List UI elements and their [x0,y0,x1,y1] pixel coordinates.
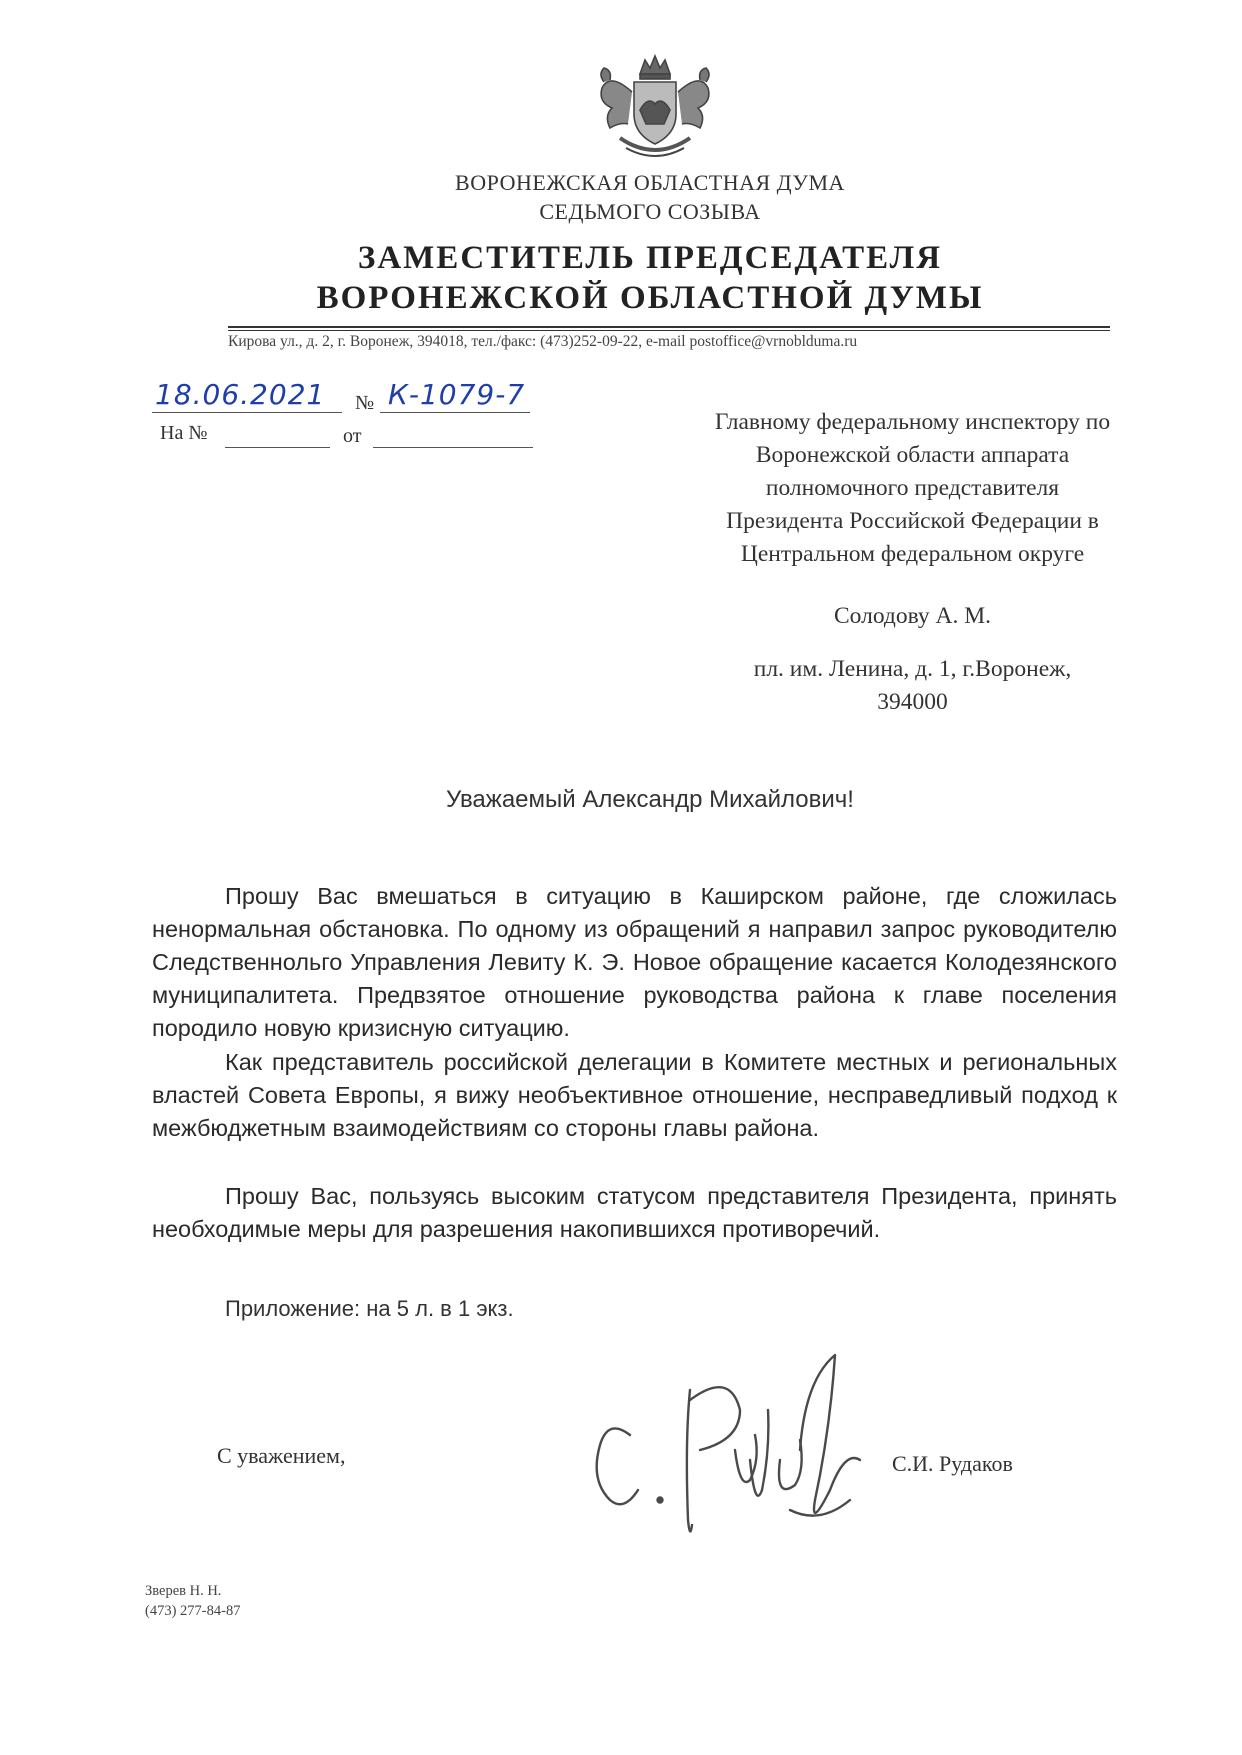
body-paragraph-1: Прошу Вас вмешаться в ситуацию в Каширском районе, где сложилась ненормальная обстановка. По одному из обращений я направил запрос руководителю Следственнольго Управления Левиту К. Э. Новое обращение касается Колодезянского муниципалитета. Предвзятое отношение руководства района к главе поселения породило новую кризисную ситуацию. [152,883,1117,1041]
attachment-note: Приложение: на 5 л. в 1 экз. [225,1296,514,1321]
contact-details: Кирова ул., д. 2, г. Воронеж, 394018, тел./факс: (473)252-09-22, e-mail postoffice@vrnoblduma.ru [228,333,858,350]
date-line [152,412,342,413]
addressee-address-line-1: пл. им. Ленина, д. 1, г.Воронеж, [753,656,1072,682]
handwritten-signature [590,1340,920,1550]
addressee-line: Главному федеральному инспектору по [714,409,1111,435]
registration-date: 18.06.2021 [155,378,326,411]
addressee-name: Солодову А. М. [833,603,992,629]
reference-from: от [343,425,362,447]
signer-name: С.И. Рудаков [892,1451,1013,1476]
title-line-2: ВОРОНЕЖСКОЙ ОБЛАСТНОЙ ДУМЫ [316,280,984,316]
title-line-1: ЗАМЕСТИТЕЛЬ ПРЕДСЕДАТЕЛЯ [357,240,943,276]
addressee-line: Воронежской области аппарата [755,442,1070,468]
reference-number-line [225,447,330,448]
addressee-line: Президента Российской Федерации в [726,508,1099,534]
closing: С уважением, [217,1443,346,1468]
number-line [380,412,530,413]
salutation: Уважаемый Александр Михайлович! [446,786,854,813]
registration-number: К-1079-7 [388,378,526,411]
number-sign: № [355,392,375,414]
addressee-line: Центральном федеральном округе [740,541,1085,567]
convocation: СЕДЬМОГО СОЗЫВА [539,199,761,224]
addressee-line: полномочного представителя [765,475,1060,501]
reference-date-line [373,447,533,448]
header-rule-thin [228,330,1110,331]
executor-name: Зверев Н. Н. [145,1583,222,1599]
coat-of-arms-icon [590,52,720,162]
reference-label: На № [160,422,208,444]
addressee-block [660,406,1165,571]
organization-name: ВОРОНЕЖСКАЯ ОБЛАСТНАЯ ДУМА [455,170,845,195]
body-paragraph-3: Прошу Вас, пользуясь высоким статусом представителя Президента, принять необходимые меры для разрешения накопившихся противоречий. [152,1183,1117,1242]
body-paragraph-2: Как представитель российской делегации в Комитете местных и региональных властей Совета Европы, я вижу необъективное отношение, несправедливый подход к межбюджетным взаимодействиям со стороны главы района. [152,1049,1117,1141]
executor-phone: (473) 277-84-87 [145,1603,241,1619]
header-rule [228,326,1110,328]
addressee-address-line-2: 394000 [877,689,948,715]
